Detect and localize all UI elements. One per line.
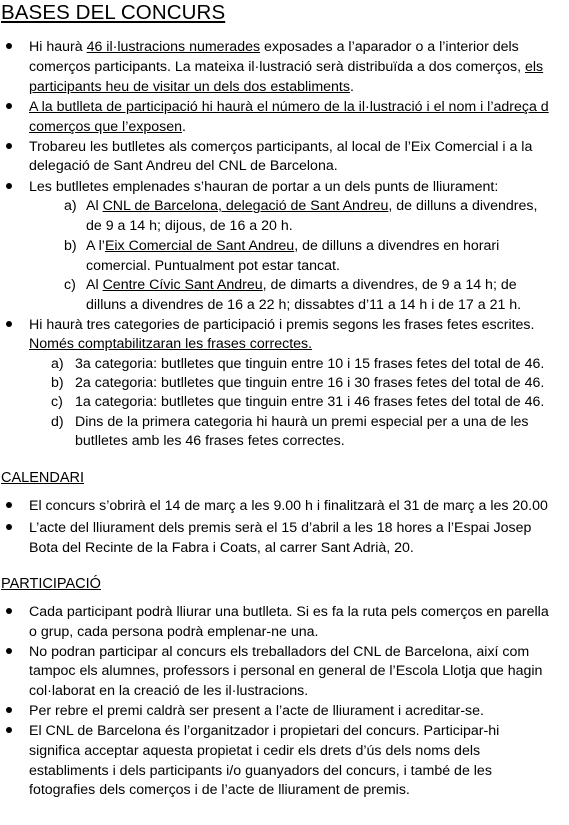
category-d-line-1: Dins de la primera categoria hi haurà un premi especial per a una de les xyxy=(75,414,529,430)
list-marker: c) xyxy=(51,394,63,410)
bases-item-2-line-2: comerços que l’exposen. xyxy=(29,119,186,135)
section-heading-calendari: CALENDARI xyxy=(1,470,84,486)
participacio-item-4-line-1: El CNL de Barcelona és l’organitzador i propietari del concurs. Participar-hi xyxy=(29,723,500,739)
participacio-item-4-line-2: significa acceptar aquesta propietat i cedir els drets d’ús dels noms dels xyxy=(29,743,481,759)
category-b: 2a categoria: butlletes que tinguin entre 16 i 30 frases fetes del total de 46. xyxy=(75,375,545,391)
bases-item-1-line-2: comerços participants. La mateixa il·lustració serà distribuïda a dos comerços, els xyxy=(29,59,544,75)
calendari-item-2-line-1: L’acte del lliurament dels premis serà el 15 d’abril a les 18 hores a l’Espai Josep xyxy=(29,520,532,536)
participacio-item-2-line-1: No podran participar al concurs els treballadors del CNL de Barcelona, així com xyxy=(29,644,530,660)
bases-item-5-line-1: Hi haurà tres categories de participació i premis segons les frases fetes escrites. xyxy=(29,317,535,333)
list-marker: a) xyxy=(64,198,77,214)
delivery-point-c-line-2: dilluns a divendres de 16 a 22 h; dissabtes d’11 a 14 h i de 17 a 21 h. xyxy=(86,297,522,313)
category-c: 1a categoria: butlletes que tinguin entre 31 i 46 frases fetes del total de 46. xyxy=(75,394,545,410)
participacio-item-3: Per rebre el premi caldrà ser present a l’acte de lliurament i acreditar-se. xyxy=(29,703,484,719)
delivery-point-c-line-1: Al Centre Cívic Sant Andreu, de dimarts a divendres, de 9 a 14 h; de xyxy=(86,277,517,293)
bullet-icon xyxy=(5,707,13,715)
bullet-icon xyxy=(5,321,13,329)
bases-item-5-line-2: Només comptabilitzaran les frases correctes. xyxy=(29,336,313,352)
category-a: 3a categoria: butlletes que tinguin entre 10 i 15 frases fetes del total de 46. xyxy=(75,356,545,372)
page-title: BASES DEL CONCURS xyxy=(1,1,226,24)
list-marker: c) xyxy=(64,277,76,293)
bullet-icon xyxy=(5,43,13,51)
participacio-item-2-line-3: col·laborat en la creació de les il·lustracions. xyxy=(29,683,309,699)
category-d-line-2: butlletes amb les 46 frases fetes correctes. xyxy=(75,433,345,449)
list-marker: d) xyxy=(51,414,64,430)
bases-item-3-line-2: delegació de Sant Andreu del CNL de Barcelona. xyxy=(29,158,338,174)
bullet-icon xyxy=(5,608,13,616)
delivery-point-b-line-2: comercial. Puntualment pot estar tancat. xyxy=(86,258,340,274)
bullet-icon xyxy=(5,183,13,191)
participacio-item-4-line-3: establiments i dels participants i/o guanyadors del concurs, i també de les xyxy=(29,763,492,779)
bullet-icon xyxy=(5,103,13,111)
bases-item-3-line-1: Trobareu les butlletes als comerços participants, al local de l’Eix Comercial i a la xyxy=(29,139,533,155)
bullet-icon xyxy=(5,524,13,532)
bases-item-4-line-1: Les butlletes emplenades s’hauran de portar a un dels punts de lliurament: xyxy=(29,179,499,195)
delivery-point-a-line-2: de 9 a 14 h; dijous, de 16 a 20 h. xyxy=(86,218,293,234)
bullet-icon xyxy=(5,143,13,151)
bases-item-1-line-1: Hi haurà 46 il·lustracions numerades exposades a l’aparador o a l’interior dels xyxy=(29,39,519,55)
participacio-item-2-line-2: tampoc els alumnes, professors i personal en general de l’Escola Llotja que hagin xyxy=(29,663,543,679)
bases-item-1-line-3: participants heu de visitar un dels dos establiments. xyxy=(29,79,354,95)
participacio-item-4-line-4: fotografies dels comerços i de l’acte de lliurament de premis. xyxy=(29,782,410,798)
participacio-item-1-line-2: o grup, cada persona podrà emplenar-ne una. xyxy=(29,624,319,640)
bullet-icon xyxy=(5,502,13,510)
section-heading-participacio: PARTICIPACIÓ xyxy=(1,576,101,592)
calendari-item-1: El concurs s’obrirà el 14 de març a les 9.00 h i finalitzarà el 31 de març a les 20.00 xyxy=(29,498,548,514)
calendari-item-2-line-2: Bota del Recinte de la Fabra i Coats, al carrer Sant Adrià, 20. xyxy=(29,540,414,556)
list-marker: b) xyxy=(64,238,77,254)
delivery-point-a-line-1: Al CNL de Barcelona, delegació de Sant Andreu, de dilluns a divendres, xyxy=(86,198,538,214)
delivery-point-b-line-1: A l’Eix Comercial de Sant Andreu, de dilluns a divendres en horari xyxy=(86,238,500,254)
bullet-icon xyxy=(5,727,13,735)
list-marker: b) xyxy=(51,375,64,391)
bullet-icon xyxy=(5,648,13,656)
participacio-item-1-line-1: Cada participant podrà lliurar una butlleta. Si es fa la ruta pels comerços en parella xyxy=(29,604,549,620)
bases-item-2-line-1: A la butlleta de participació hi haurà el número de la il·lustració i el nom i l’adreça d xyxy=(29,99,549,115)
list-marker: a) xyxy=(51,356,64,372)
